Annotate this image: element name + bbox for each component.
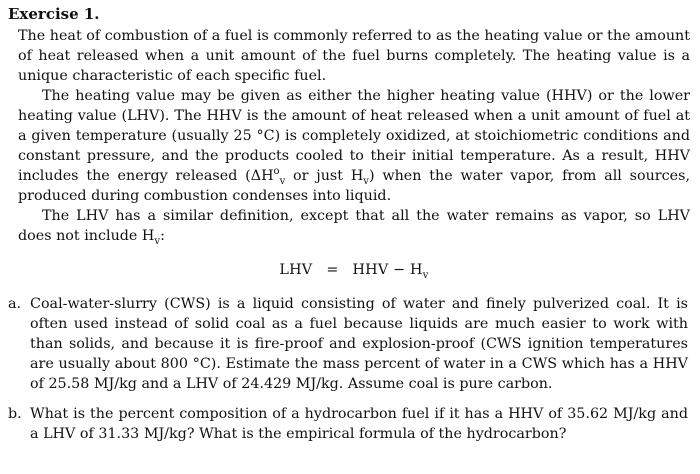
question-a-text: Coal-water-slurry (CWS) is a liquid consisting of water and finely pulverized coal. It is often used instead of solid coal as a fuel because liquids are much easier to work with than solids, and because it is fire-proof and explosion-proof (CWS ignition temperatures are usually about 800 °C). Estimate the mass percent of water in a CWS which has a HHV of 25.58 MJ/kg and a LHV of 24.429 MJ/kg. Assume coal is pure carbon. — [30, 296, 688, 392]
equation-rhs: HHV − H — [352, 262, 423, 278]
paragraph-intro: The heat of combustion of a fuel is commonly referred to as the heating value or the amount of heat released when a unit amount of the fuel burns completely. The heating value is a unique characteristic of each specific fuel. — [18, 28, 690, 84]
paragraph-hhv-text-1: The heating value may be given as either the higher heating value (HHV) or the lower heating value (LHV). The HHV is the amount of heat released when a unit amount of fuel at a given temperature (usually 25 °C) is completely oxidized, at stoichiometric conditions and constant pressure, and the products cooled to their initial temperature. As a result, HHV includes the energy released (ΔH — [18, 88, 690, 184]
equation-lhs: LHV — [279, 262, 313, 278]
question-b-marker: b. — [8, 406, 22, 422]
paragraph-hhv-text-3: ) when the water vapor, from all sources, produced during combustion condenses into liquid. — [18, 168, 690, 204]
paragraph-lhv-text-2: : — [160, 228, 165, 244]
paragraph-lhv-text-1: The LHV has a similar definition, except that all the water remains as vapor, so LHV does not include H — [18, 208, 690, 244]
enthalpy-superscript: o — [273, 166, 280, 178]
enthalpy-subscript: v — [279, 175, 286, 187]
paragraph-hhv-text-2: or just H — [285, 168, 364, 184]
paragraph-lhv-definition — [18, 206, 690, 246]
equation-equals-sign: = — [326, 262, 339, 278]
equation-rhs-subscript: v — [422, 269, 429, 281]
lhv-equation — [18, 260, 690, 280]
paragraph-hhv-lhv — [18, 86, 690, 206]
question-b-text: What is the percent composition of a hydrocarbon fuel if it has a HHV of 35.62 MJ/kg and a LHV of 31.33 MJ/kg? What is the empirical formula of the hydrocarbon? — [30, 406, 688, 442]
exercise-title: Exercise 1. — [8, 5, 100, 23]
question-a — [8, 294, 690, 394]
lhv-hv-subscript: v — [154, 235, 161, 247]
hv-subscript: v — [363, 175, 369, 187]
question-a-marker: a. — [8, 296, 22, 312]
question-b — [8, 404, 690, 444]
